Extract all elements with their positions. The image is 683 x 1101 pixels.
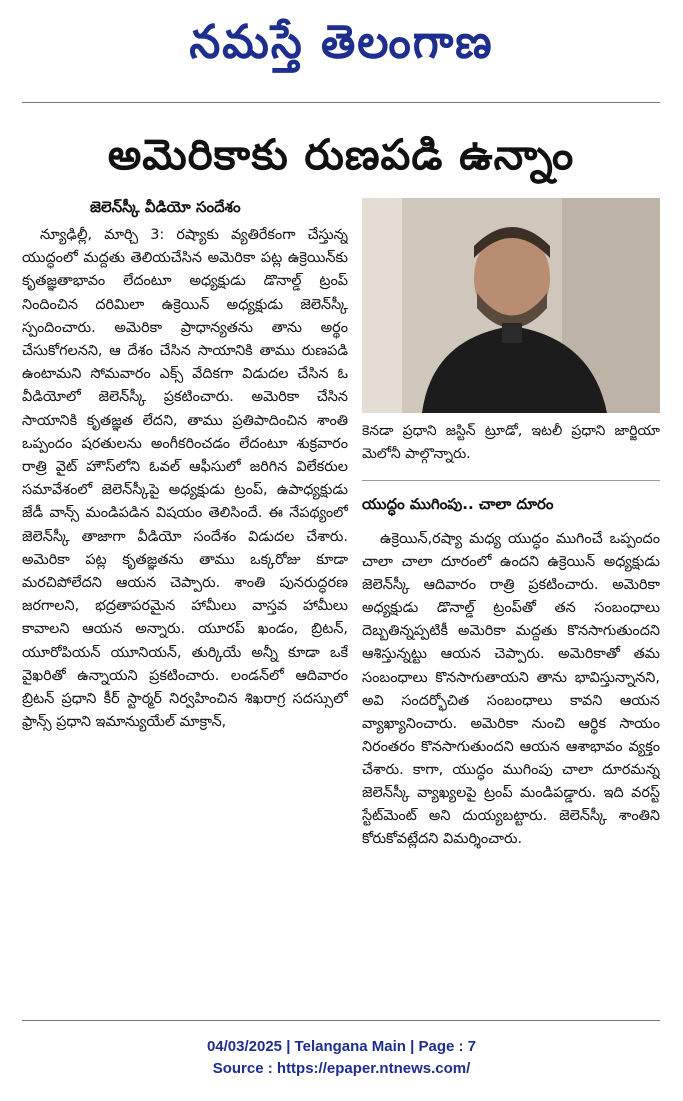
article-headline: అమెరికాకు రుణపడి ఉన్నాం — [107, 130, 575, 179]
article-body-right-column — [362, 528, 660, 1008]
section-subheading: యుద్ధం ముగింపు.. చాలా దూరం — [362, 495, 554, 513]
photo-caption: కెనడా ప్రధాని జస్టిన్ ట్రూడో, ఇటలీ ప్రధాని జార్జియా మెలోనీ పాల్గొన్నారు. — [362, 423, 660, 462]
article-body-left-column — [22, 224, 348, 1004]
article-subhead: జెలెన్‌స్కీ వీడియో సందేశం — [90, 198, 241, 216]
caption-divider — [362, 480, 660, 481]
newspaper-logo: నమస్తే తెలంగాణ — [189, 15, 494, 70]
footer-source-line: Source : https://epaper.ntnews.com/ — [212, 1060, 471, 1077]
masthead-divider — [22, 102, 660, 103]
portrait-photo-graphic — [362, 198, 660, 413]
article-photo — [362, 198, 660, 413]
footer-divider — [22, 1020, 660, 1021]
footer-edition-line: 04/03/2025 | Telangana Main | Page : 7 — [206, 1038, 477, 1055]
masthead — [0, 8, 683, 78]
article-body-left: న్యూఢిల్లీ, మార్చి 3: రష్యాకు వ్యతిరేకంగా చేస్తున్న యుద్ధంలో మద్దతు తెలియచేసిన అమెరికా పట్ల ఉక్రెయిన్‌కు కృతజ్ఞతాభావం లేదంటూ అధ్యక్షుడు డొనాల్డ్ ట్రంప్ నిందించిన దరిమిలా ఉక్రెయిన్ అధ్యక్షుడు జెలెన్‌స్కీ స్పందించారు. అమెరికా ప్రాధాన్యతను తాను అర్థం చేసుకోగలనని, ఆ దేశం చేసిన సాయానికి తాము రుణపడి ఉంటామని సోమవారం ఎక్స్ వేదికగా విడుదల చేసిన ఓ వీడియోలో జెలెన్‌స్కీ ప్రకటించారు. అమెరికా చేసిన సాయానికి కృతజ్ఞత లేదని, తాము ప్రతిపాదించిన శాంతి ఒప్పందం షరతులను అంగీకరించడం లేదంటూ శుక్రవారం రాత్రి వైట్ హౌస్‌లోని ఓవల్ ఆఫీసులో జరిగిన విలేకరుల సమావేశంలో జెలెన్‌స్కీపై అధ్యక్షుడు ట్రంప్, ఉపాధ్యక్షుడు జేడీ వాన్స్ మండిపడిన విషయం తెలిసిందే. ఈ నేపథ్యంలో జెలెన్‌స్కీ తాజాగా వీడియో సందేశం విడుదల చేశారు. అమెరికా పట్ల కృతజ్ఞతను తాము ఒక్కరోజు కూడా మరచిపోలేదని ఆయన చెప్పారు. శాంతి పునరుద్ధరణ జరగాలని, భద్రతాపరమైన హామీలు వాస్తవ హామీలు కావాలని ఆయన అన్నారు. యూరప్ ఖండం, బ్రిటన్, యూరోపియన్ యూనియన్, తుర్కియే అన్నీ కూడా ఒకే వైఖరితో ఉన్నాయని ప్రకటించారు. లండన్‌లో ఆదివారం బ్రిటన్ ప్రధాని కీర్ స్టార్మర్ నిర్వహించిన శిఖరాగ్ర సదస్సులో ఫ్రాన్స్ ప్రధాని ఇమాన్యుయేల్ మాక్రాన్, — [22, 227, 348, 731]
article-body-right: ఉక్రెయిన్,రష్యా మధ్య యుద్ధం ముగించే ఒప్పందం చాలా చాలా దూరంలో ఉందని ఉక్రెయిన్ అధ్యక్షుడు జెలెన్‌స్కీ ఆదివారం రాత్రి ప్రకటించారు. అమెరికా అధ్యక్షుడు డొనాల్డ్ ట్రంప్‌తో తన సంబంధాలు దెబ్బతిన్నప్పటికీ అమెరికా మద్దతు కొనసాగుతుందని ఆశిస్తున్నట్టు ఆయన చెప్పారు. అమెరికాతో తమ సంబంధాలు కొనసాగుతాయని తాను భావిస్తున్నానని, అవి సందర్భోచిత సంబంధాలు కావని ఆయన వ్యాఖ్యానించారు. అమెరికా నుంచి ఆర్థిక సాయం నిరంతరం కొనసాగుతుందని ఆయన ఆశాభావం వ్యక్తం చేశారు. కాగా, యుద్ధం ముగింపు చాలా దూరమన్న జెలెన్‌స్కీ వ్యాఖ్యలపై ట్రంప్ మండిపడ్డారు. ఇది వరస్ట్ స్టేట్‌మెంట్ అని దుయ్యబట్టారు. జెలెన్‌స్కీ శాంతిని కోరుకోవట్లేదని విమర్శించారు. — [362, 531, 660, 848]
page-footer — [0, 1036, 683, 1080]
